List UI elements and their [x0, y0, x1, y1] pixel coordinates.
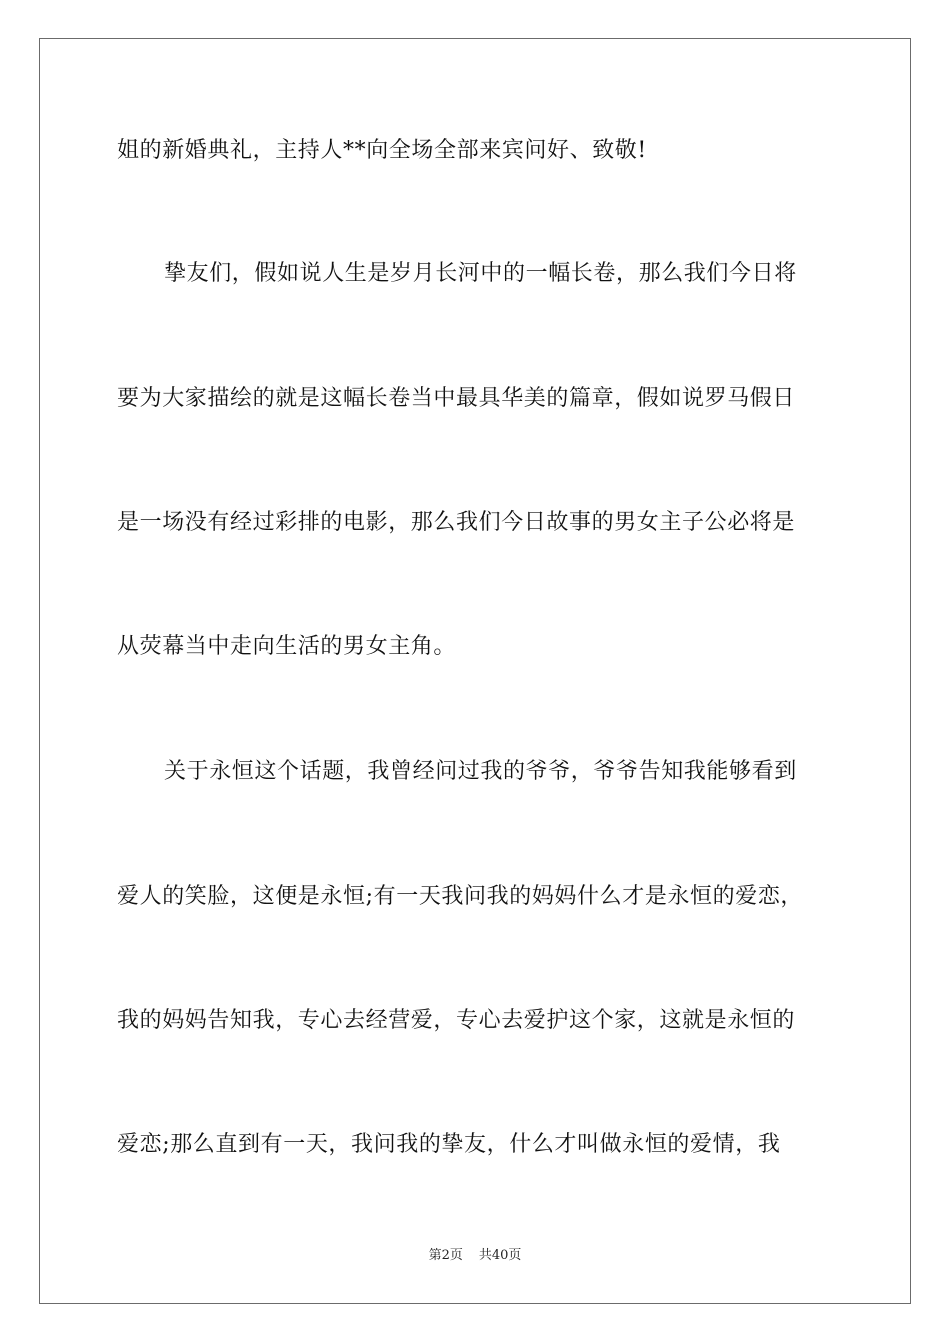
paragraph-3-line-4: 爱恋;那么直到有一天，我问我的挚友，什么才叫做永恒的爱情，我 — [117, 1132, 781, 1157]
paragraph-2-line-3: 是一场没有经过彩排的电影，那么我们今日故事的男女主子公必将是 — [117, 510, 796, 535]
paragraph-3-line-3: 我的妈妈告知我，专心去经营爱，专心去爱护这个家，这就是永恒的 — [117, 1008, 796, 1033]
page-number: 第2页 — [428, 1248, 463, 1263]
page-border — [39, 38, 911, 1304]
paragraph-2-line-2: 要为大家描绘的就是这幅长卷当中最具华美的篇章，假如说罗马假日 — [117, 386, 796, 411]
page-total: 共40页 — [478, 1248, 522, 1263]
paragraph-2-line-4: 从荧幕当中走向生活的男女主角。 — [117, 634, 457, 659]
paragraph-2-line-1: 挚友们，假如说人生是岁月长河中的一幅长卷，那么我们今日将 — [164, 261, 797, 286]
paragraph-3-line-1: 关于永恒这个话题，我曾经问过我的爷爷，爷爷告知我能够看到 — [164, 759, 797, 784]
paragraph-3-line-2: 爱人的笑脸，这便是永恒;有一天我问我的妈妈什么才是永恒的爱恋， — [117, 884, 804, 909]
text-line-1: 姐的新婚典礼，主持人**向全场全部来宾问好、致敬! — [117, 138, 647, 163]
page-footer — [0, 1248, 950, 1264]
